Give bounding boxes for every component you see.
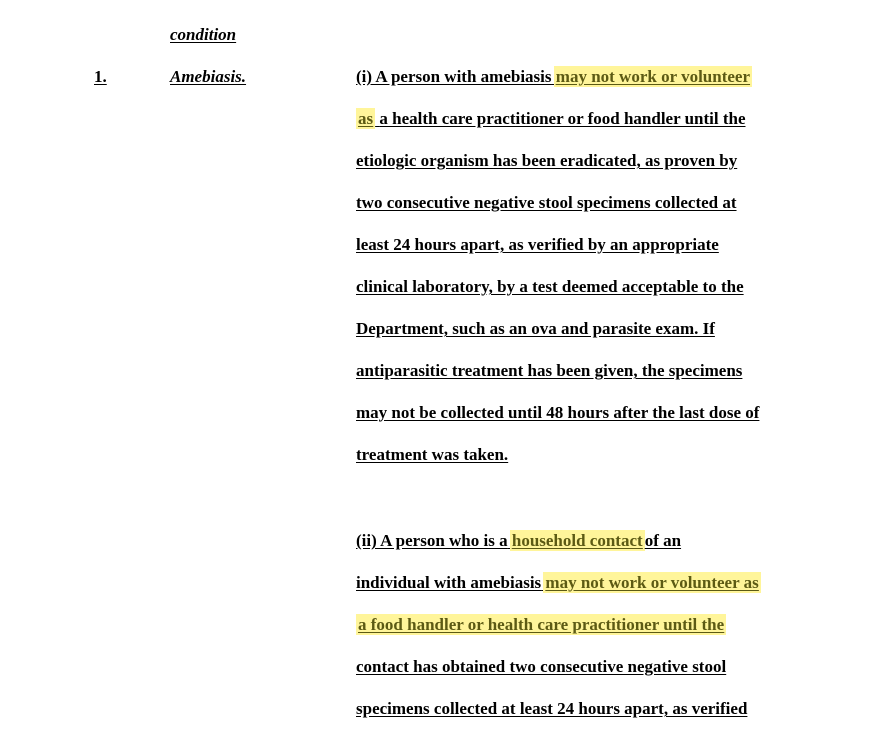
condition-column-label: condition bbox=[170, 25, 237, 44]
requirement-paragraph-2 bbox=[356, 531, 796, 741]
requirement-paragraph-1 bbox=[356, 67, 796, 487]
paragraph-line bbox=[356, 573, 796, 615]
highlighted-text: household contact bbox=[511, 531, 643, 550]
paragraph-line: antiparasitic treatment has been given, the specimens bbox=[356, 361, 743, 380]
paragraph-line: least 24 hours apart, as verified by an appropriate bbox=[356, 235, 719, 254]
paragraph-line bbox=[356, 67, 796, 109]
paragraph-line bbox=[356, 531, 796, 573]
paragraph-line bbox=[356, 615, 796, 657]
paragraph-line bbox=[356, 109, 796, 151]
paragraph-line: etiologic organism has been eradicated, as proven by bbox=[356, 151, 738, 170]
highlighted-text: may not work or volunteer as bbox=[545, 573, 759, 592]
paragraph-line: two consecutive negative stool specimens collected at bbox=[356, 193, 737, 212]
condition-name: Amebiasis. bbox=[170, 67, 247, 86]
highlighted-text: may not work or volunteer bbox=[555, 67, 751, 86]
highlighted-text: as bbox=[358, 109, 374, 128]
paragraph-line: may not be collected until 48 hours after the last dose of bbox=[356, 403, 760, 422]
cut-off-header-text-left bbox=[170, 0, 325, 4]
paragraph-line: clinical laboratory, by a test deemed acceptable to the bbox=[356, 277, 744, 296]
paragraph-line: Department, such as an ova and parasite exam. If bbox=[356, 319, 715, 338]
paragraph-line: treatment was taken. bbox=[356, 445, 509, 464]
line-text: a health care practitioner or food handler until the bbox=[379, 109, 746, 128]
cut-off-header-text-right bbox=[356, 0, 460, 4]
paragraph-line: specimens collected at least 24 hours apart, as verified bbox=[356, 699, 748, 718]
highlighted-text: a food handler or health care practitioner until the bbox=[358, 615, 725, 634]
line-text: (i) A person with amebiasis bbox=[356, 67, 552, 86]
line-text: individual with amebiasis bbox=[356, 573, 542, 592]
line-text: (ii) A person who is a bbox=[356, 531, 508, 550]
line-text: of an bbox=[644, 531, 682, 550]
paragraph-line: contact has obtained two consecutive negative stool bbox=[356, 657, 727, 676]
item-number: 1. bbox=[94, 67, 107, 86]
